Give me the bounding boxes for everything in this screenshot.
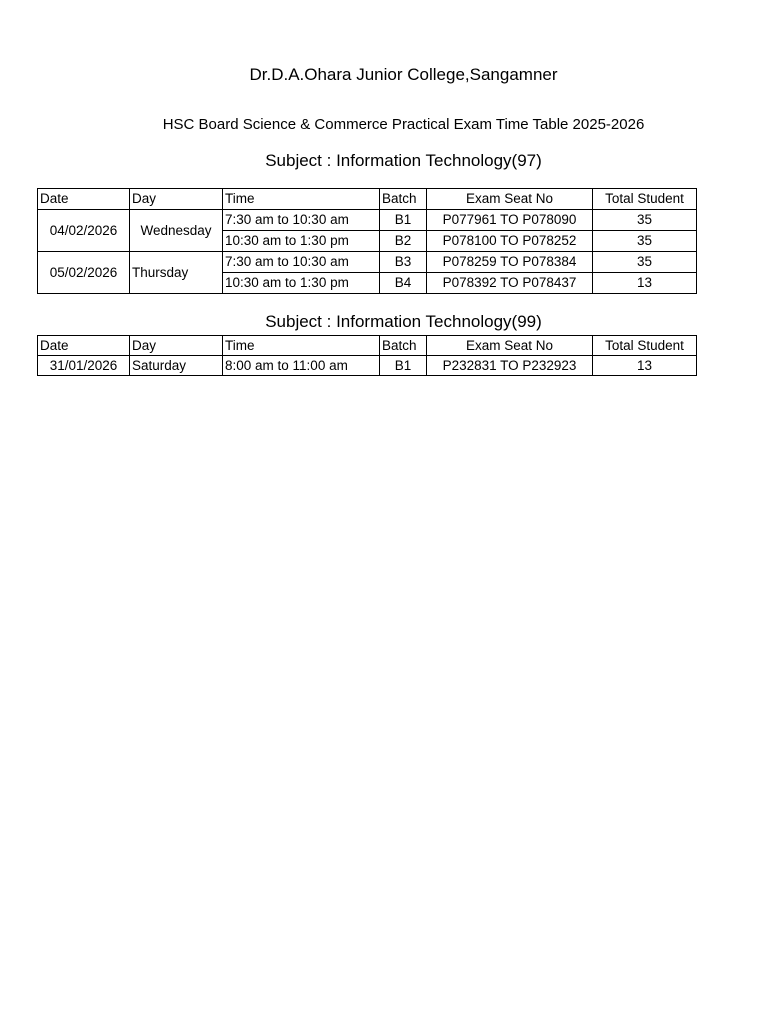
total-student-cell: 35 — [593, 231, 697, 252]
header-date: Date — [38, 189, 130, 210]
header-time: Time — [223, 336, 380, 356]
subject-title-99: Subject : Information Technology(99) — [265, 312, 542, 331]
day-cell: Wednesday — [130, 210, 223, 252]
date-cell: 31/01/2026 — [38, 356, 130, 376]
total-student-cell: 35 — [593, 252, 697, 273]
header-exam-seat-no: Exam Seat No — [427, 189, 593, 210]
time-cell: 8:00 am to 11:00 am — [223, 356, 380, 376]
batch-cell: B1 — [380, 356, 427, 376]
table-row — [38, 252, 697, 273]
timetable-it-99 — [37, 335, 697, 376]
exam-seat-cell: P078259 TO P078384 — [427, 252, 593, 273]
exam-seat-cell: P232831 TO P232923 — [427, 356, 593, 376]
day-cell: Thursday — [130, 252, 223, 294]
time-cell: 10:30 am to 1:30 pm — [223, 273, 380, 294]
total-student-cell: 35 — [593, 210, 697, 231]
table-row — [38, 356, 697, 376]
time-cell: 7:30 am to 10:30 am — [223, 252, 380, 273]
batch-cell: B3 — [380, 252, 427, 273]
header-total-student: Total Student — [593, 189, 697, 210]
header-batch: Batch — [380, 336, 427, 356]
exam-seat-cell: P078100 TO P078252 — [427, 231, 593, 252]
batch-cell: B2 — [380, 231, 427, 252]
batch-cell: B4 — [380, 273, 427, 294]
header-total-student: Total Student — [593, 336, 697, 356]
table-header-row — [38, 189, 697, 210]
total-student-cell: 13 — [593, 356, 697, 376]
table-header-row — [38, 336, 697, 356]
total-student-cell: 13 — [593, 273, 697, 294]
header-day: Day — [130, 189, 223, 210]
exam-heading: HSC Board Science & Commerce Practical Exam Time Table 2025-2026 — [162, 116, 645, 133]
batch-cell: B1 — [380, 210, 427, 231]
exam-seat-cell: P077961 TO P078090 — [427, 210, 593, 231]
subject-title-97: Subject : Information Technology(97) — [265, 151, 542, 170]
timetable-it-97 — [37, 188, 697, 294]
day-cell: Saturday — [130, 356, 223, 376]
date-cell: 04/02/2026 — [38, 210, 130, 252]
header-time: Time — [223, 189, 380, 210]
header-day: Day — [130, 336, 223, 356]
header-batch: Batch — [380, 189, 427, 210]
time-cell: 7:30 am to 10:30 am — [223, 210, 380, 231]
time-cell: 10:30 am to 1:30 pm — [223, 231, 380, 252]
header-date: Date — [38, 336, 130, 356]
exam-seat-cell: P078392 TO P078437 — [427, 273, 593, 294]
date-cell: 05/02/2026 — [38, 252, 130, 294]
header-exam-seat-no: Exam Seat No — [427, 336, 593, 356]
table-row — [38, 210, 697, 231]
college-name: Dr.D.A.Ohara Junior College,Sangamner — [249, 65, 558, 84]
